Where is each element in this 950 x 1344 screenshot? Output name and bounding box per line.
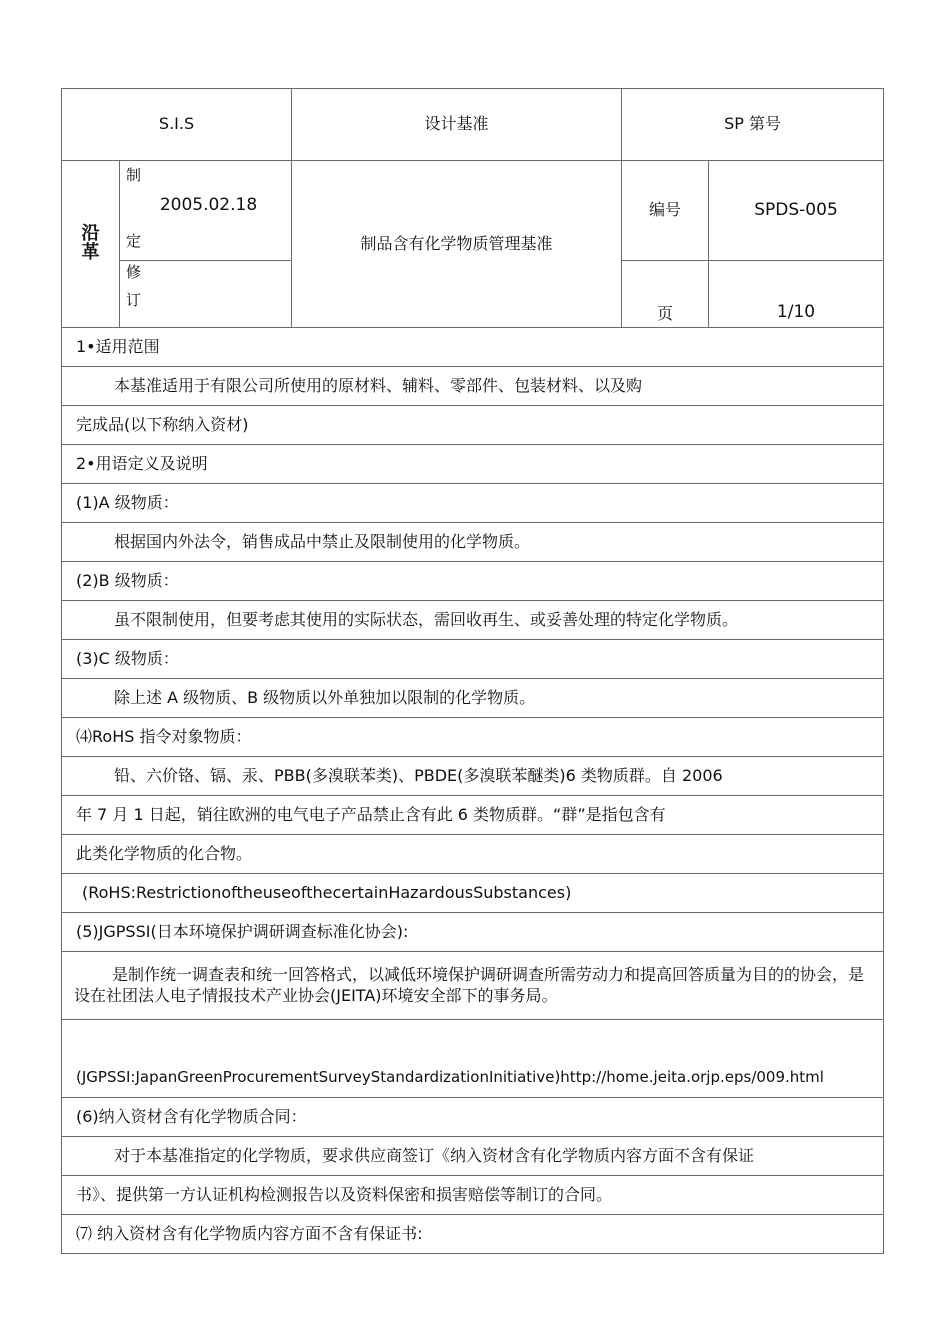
document <box>61 88 883 1254</box>
number-label: 编号 <box>622 161 709 261</box>
doc-title: 制品含有化学物质管理基准 <box>292 161 622 328</box>
jgpssi-url: (JGPSSI:JapanGreenProcurementSurveyStandardizationInitiative)http://home.jeita.orjp.eps/009.html <box>62 1020 884 1098</box>
class-c-title: (3)C 级物质： <box>62 640 884 679</box>
made-date: 2005.02.18 <box>159 194 258 215</box>
section-2-title: 2•用语定义及说明 <box>62 445 884 484</box>
section-1-text-2: 完成品(以下称纳入资材) <box>62 406 884 445</box>
revision-row-made <box>62 161 884 261</box>
contract-title: (6)纳入资材含有化学物质合同： <box>62 1098 884 1137</box>
sp-number-label: SP 第号 <box>622 89 884 161</box>
made-cell: 制 2005.02.18 定 <box>120 161 292 261</box>
jgpssi-title: (5)JGPSSI(日本环境保护调研调查标准化协会): <box>62 913 884 952</box>
rohs-text-4: (RoHS:RestrictionoftheuseofthecertainHazardousSubstances) <box>62 874 884 913</box>
jgpssi-text: 是制作统一调查表和统一回答格式，以减低环境保护调研调查所需劳动力和提高回答质量为目的的协会，是设在社团法人电子情报技术产业协会(JEITA)环境安全部下的事务局。 <box>62 952 884 1020</box>
doc-type: 设计基准 <box>292 89 622 161</box>
section-1-text-1: 本基准适用于有限公司所使用的原材料、辅料、零部件、包装材料、以及购 <box>62 367 884 406</box>
section-1-title: 1•适用范围 <box>62 328 884 367</box>
page-label: 页 <box>622 261 709 328</box>
rohs-text-2: 年 7 月 1 日起，销往欧洲的电气电子产品禁止含有此 6 类物质群。“群”是指包含有 <box>62 796 884 835</box>
revised-cell: 修 订 <box>120 261 292 328</box>
number-value: SPDS-005 <box>709 161 884 261</box>
class-b-text: 虽不限制使用，但要考虑其使用的实际状态，需回收再生、或妥善处理的特定化学物质。 <box>62 601 884 640</box>
standard-table <box>61 88 884 1254</box>
guarantee-title: ⑺ 纳入资材含有化学物质内容方面不含有保证书: <box>62 1215 884 1254</box>
rohs-text-1: 铅、六价铬、镉、汞、PBB(多溴联苯类)、PBDE(多溴联苯醚类)6 类物质群。自 2006 <box>62 757 884 796</box>
class-b-title: (2)B 级物质： <box>62 562 884 601</box>
rohs-text-3: 此类化学物质的化合物。 <box>62 835 884 874</box>
page-value: 1/10 <box>709 261 884 328</box>
class-a-title: (1)A 级物质： <box>62 484 884 523</box>
class-c-text: 除上述 A 级物质、B 级物质以外单独加以限制的化学物质。 <box>62 679 884 718</box>
revision-side-label: 沿 革 <box>62 161 120 328</box>
org-name: S.I.S <box>62 89 292 161</box>
contract-text-1: 对于本基准指定的化学物质，要求供应商签订《纳入资材含有化学物质内容方面不含有保证 <box>62 1137 884 1176</box>
rohs-title: ⑷RoHS 指令对象物质： <box>62 718 884 757</box>
class-a-text: 根据国内外法令，销售成品中禁止及限制使用的化学物质。 <box>62 523 884 562</box>
contract-text-2: 书》、提供第一方认证机构检测报告以及资料保密和损害赔偿等制订的合同。 <box>62 1176 884 1215</box>
header-row <box>62 89 884 161</box>
